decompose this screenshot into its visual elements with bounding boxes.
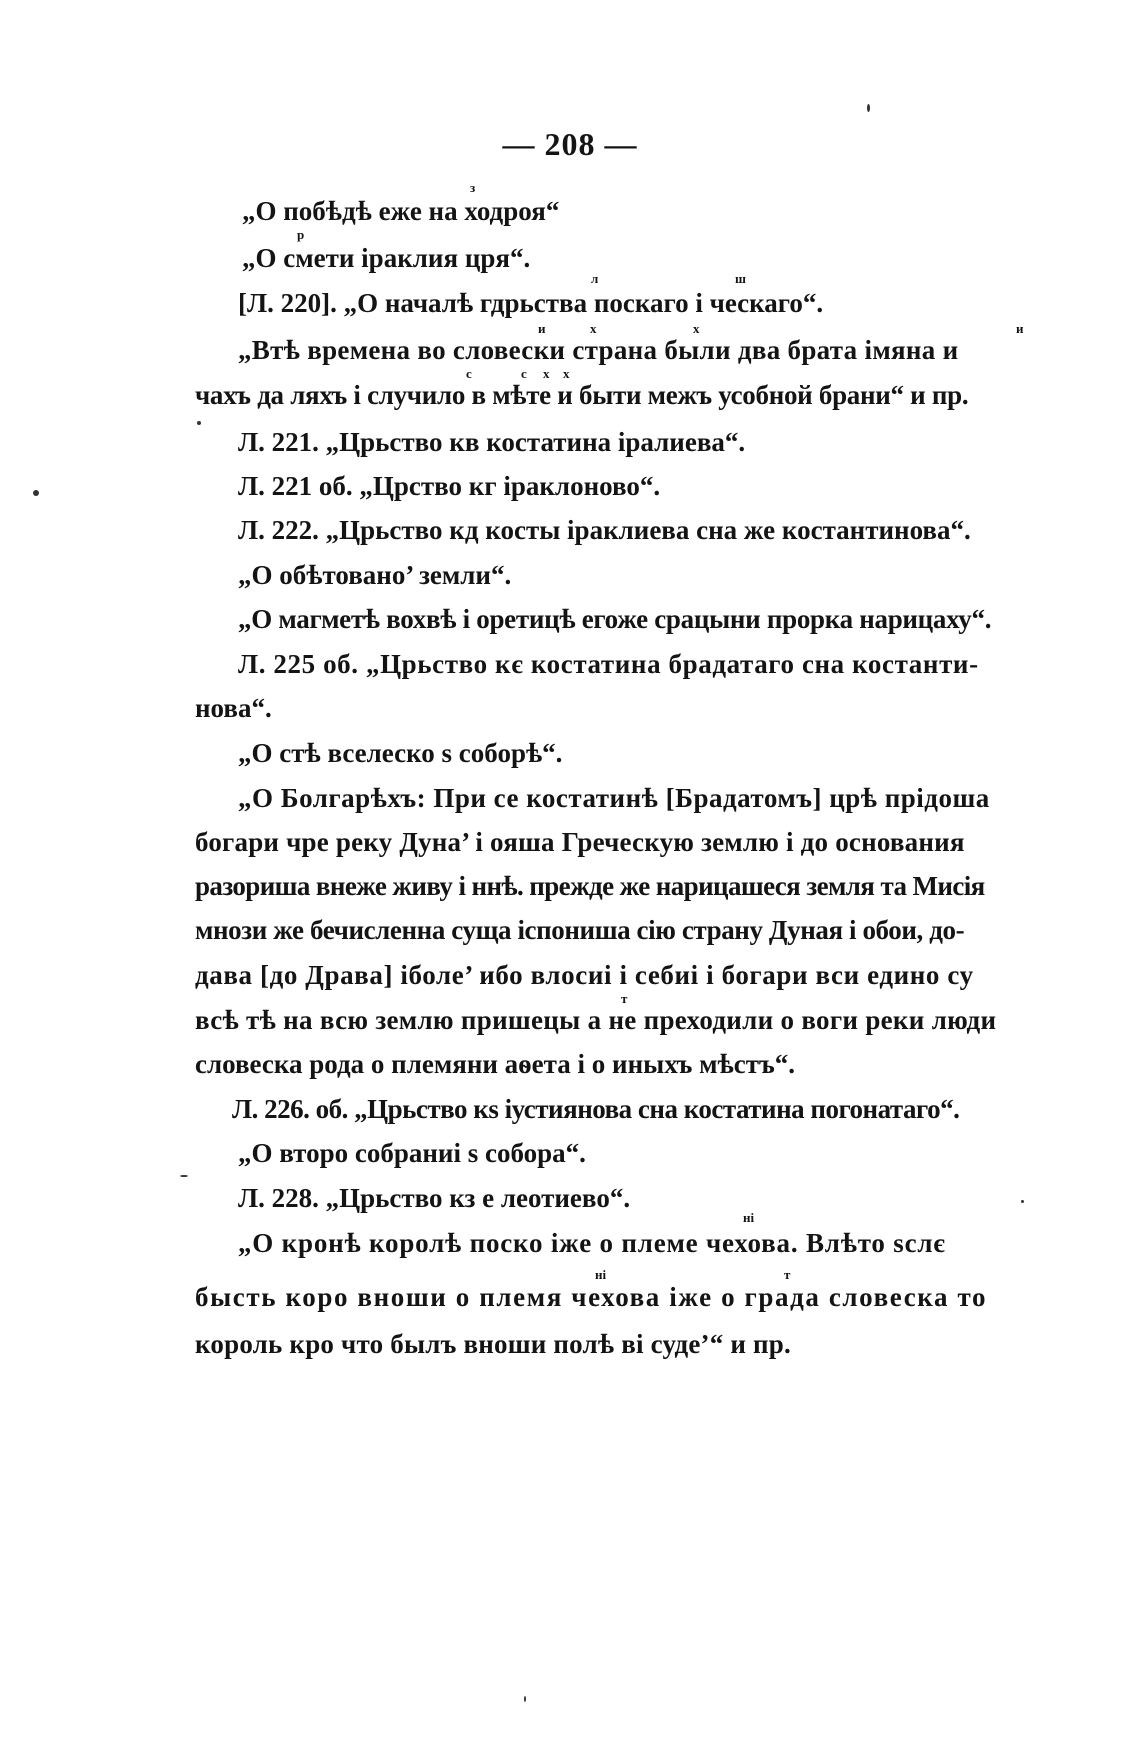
text-line: „О Болгарѣхъ: При се костатинѣ [Брадатомъ] црѣ прідоша [238,783,990,813]
text-line: „Втѣ времена во словески страна были два брата імяна и [238,335,959,365]
text-line: Л. 222. „Црьство кд косты іраклиева сна же костантинова“. [238,515,971,545]
superscript-letter: с [521,366,527,381]
superscript-letter: с [466,366,472,381]
superscript-letter: ні [595,1267,607,1282]
text-line: „О стѣ вселеско ѕ соборѣ“. [238,738,563,768]
text-line: „О обѣтовано’ земли“. [238,560,512,590]
text-line: „О магметѣ вохвѣ і оретицѣ егоже срацыни прорка нарицаху“. [238,604,992,634]
text-line: „О смети іраклия цря“. [242,243,531,273]
text-line: [Л. 220]. „О началѣ гдрьства поскаго і ческаго“. [238,288,824,318]
text-line: разориша внеже живу і ннѣ. прежде же нарицашеся земля та Мисія [195,871,985,901]
text-line: „О второ собраниі ѕ собора“. [238,1138,586,1168]
superscript-letter: з [470,180,476,195]
superscript-letter: л [591,271,599,286]
superscript-letter: ні [743,1210,755,1225]
paper-speck [524,1696,526,1702]
text-line: Л. 221. „Црьство кв костатина іралиева“. [238,427,746,457]
text-line: „О побѣдѣ еже на ходроя“ [242,196,560,226]
paper-speck [867,104,870,112]
paper-speck [1021,1200,1024,1203]
superscript-letter: т [784,1267,791,1282]
superscript-letter: р [297,227,305,242]
text-line: мнози же бечисленна суща іспониша сію страну Дуная і обои, до- [195,915,965,945]
superscript-letter: т [621,991,628,1006]
text-line: дава [до Драва] іболе’ ибо влосиі і себиі і богари вси едино су [195,960,974,990]
paper-speck [180,1175,188,1177]
superscript-letter: и [1016,321,1024,336]
paper-speck [33,490,39,496]
text-line: Л. 226. об. „Црьство кѕ іустиянова сна костатина погонатаго“. [232,1094,960,1124]
paper-speck [197,421,201,425]
text-line: Л. 225 об. „Црьство кє костатина брадатаго сна костанти- [238,649,979,679]
text-line: „О кронѣ королѣ поско іже о племе чехова. Влѣто ѕслє [238,1228,946,1258]
text-line: словеска рода о племяни аѳета і о иныхъ мѣстъ“. [195,1049,795,1079]
text-line: Л. 221 об. „Црство кг іраклоново“. [238,471,661,501]
superscript-letter: ш [735,271,746,286]
text-line: нова“. [195,693,272,723]
text-line: бысть коро вноши о племя чехова іже о града словеска то [195,1282,988,1312]
superscript-letter: х [563,366,570,381]
superscript-letter: х [543,366,550,381]
text-line: король кро что былъ вноши полѣ ві суде’“ и пр. [195,1329,791,1359]
superscript-letter: х [693,321,700,336]
superscript-letter: х [590,321,597,336]
superscript-letter: и [538,321,546,336]
page-number: — 208 — [502,126,638,162]
text-line: Л. 228. „Црьство кз е леотиево“. [238,1183,631,1213]
text-line: всѣ тѣ на всю землю пришецы а не преходили о воги реки люди [195,1005,997,1035]
text-line: богари чре реку Дуна’ і ояша Греческую землю і до основания [195,827,965,857]
text-line: чахъ да ляхъ і случило в мѣте и быти межъ усобной брани“ и пр. [195,380,969,410]
